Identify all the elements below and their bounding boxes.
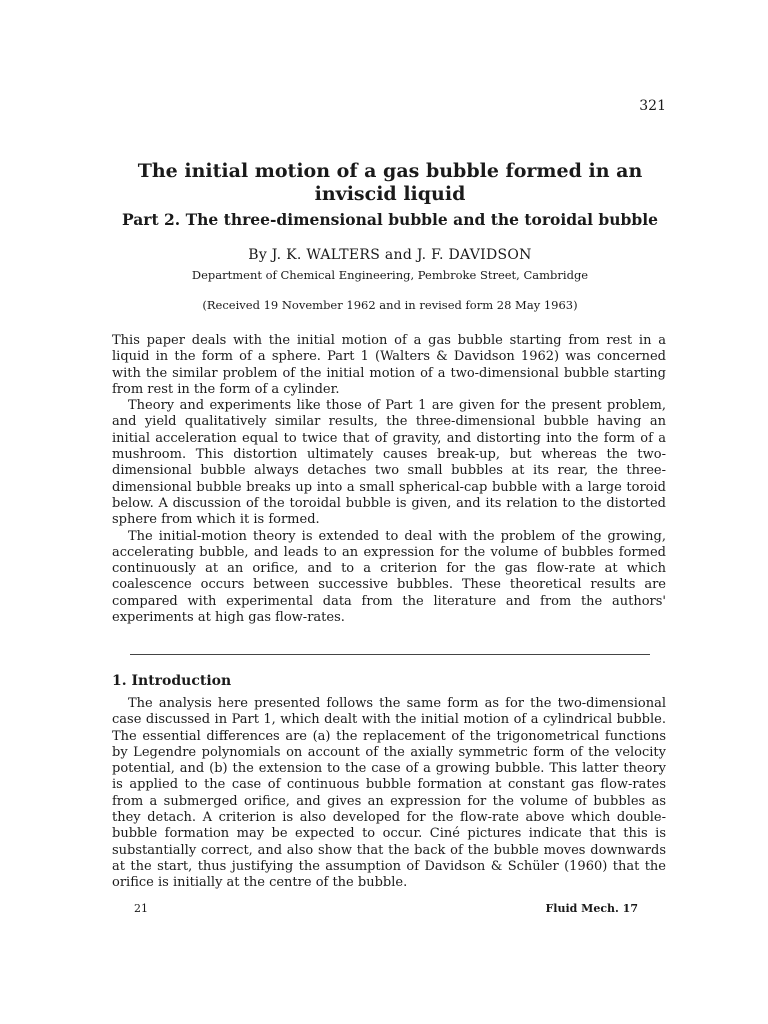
paper-subtitle: Part 2. The three-dimensional bubble and the toroidal bubble xyxy=(122,210,658,229)
section-divider xyxy=(130,654,650,655)
paper-authors: By J. K. WALTERS and J. F. DAVIDSON xyxy=(248,247,532,263)
paper-affiliation: Department of Chemical Engineering, Pembroke Street, Cambridge xyxy=(191,268,589,282)
paper-title: The initial motion of a gas bubble formed in an inviscid liquid xyxy=(137,160,643,205)
abstract xyxy=(112,333,666,626)
footer-journal-name: Fluid Mech. 17 xyxy=(545,902,638,915)
abstract-paragraph: The initial-motion theory is extended to deal with the problem of the growing, accelerating bubble, and leads to an expression for the volume of bubbles formed continuously at an orifice, and to a criterion for the gas flow-rate at which coalescence occurs between successive bubbles. These theoretical results are compared with experimental data from the literature and from the authors' experiments at high gas flow-rates. xyxy=(112,528,666,626)
introduction-body xyxy=(112,696,666,892)
body-paragraph: The analysis here presented follows the same form as for the two-dimensional case discussed in Part 1, which dealt with the initial motion of a cylindrical bubble. The essential differences are (a) the replacement of the trigonometrical functions by Legendre polynomials on account of the axially symmetric form of the velocity potential, and (b) the extension to the case of a growing bubble. This latter theory is applied to the case of continuous bubble formation at constant gas flow-rates from a submerged orifice, and gives an expression for the volume of bubbles as they detach. A criterion is also developed for the flow-rate above which double-bubble formation may be expected to occur. Ciné pictures indicate that this is substantially correct, and also show that the back of the bubble moves downwards at the start, thus justifying the assumption of Davidson & Schüler (1960) that the orifice is initially at the centre of the bubble. xyxy=(112,696,666,891)
received-date: (Received 19 November 1962 and in revised form 28 May 1963) xyxy=(202,298,578,312)
footer-signature-number: 21 xyxy=(134,902,148,915)
section-heading-introduction: 1. Introduction xyxy=(112,673,232,689)
abstract-paragraph: This paper deals with the initial motion of a gas bubble starting from rest in a liquid in the form of a sphere. Part 1 (Walters & Davidson 1962) was concerned with the similar problem of the initial motion of a two-dimensional bubble starting from rest in the form of a cylinder. xyxy=(112,333,666,397)
page-number: 321 xyxy=(639,98,666,114)
abstract-paragraph: Theory and experiments like those of Part 1 are given for the present problem, and yield qualitatively similar results, the three-dimensional bubble having an initial acceleration equal to twice that of gravity, and distorting into the form of a mushroom. This distortion ultimately causes break-up, but whereas the two-dimensional bubble always detaches two small bubbles at its rear, the three-dimensional bubble breaks up into a small spherical-cap bubble with a large toroid below. A discussion of the toroidal bubble is given, and its relation to the distorted sphere from which it is formed. xyxy=(112,398,666,528)
